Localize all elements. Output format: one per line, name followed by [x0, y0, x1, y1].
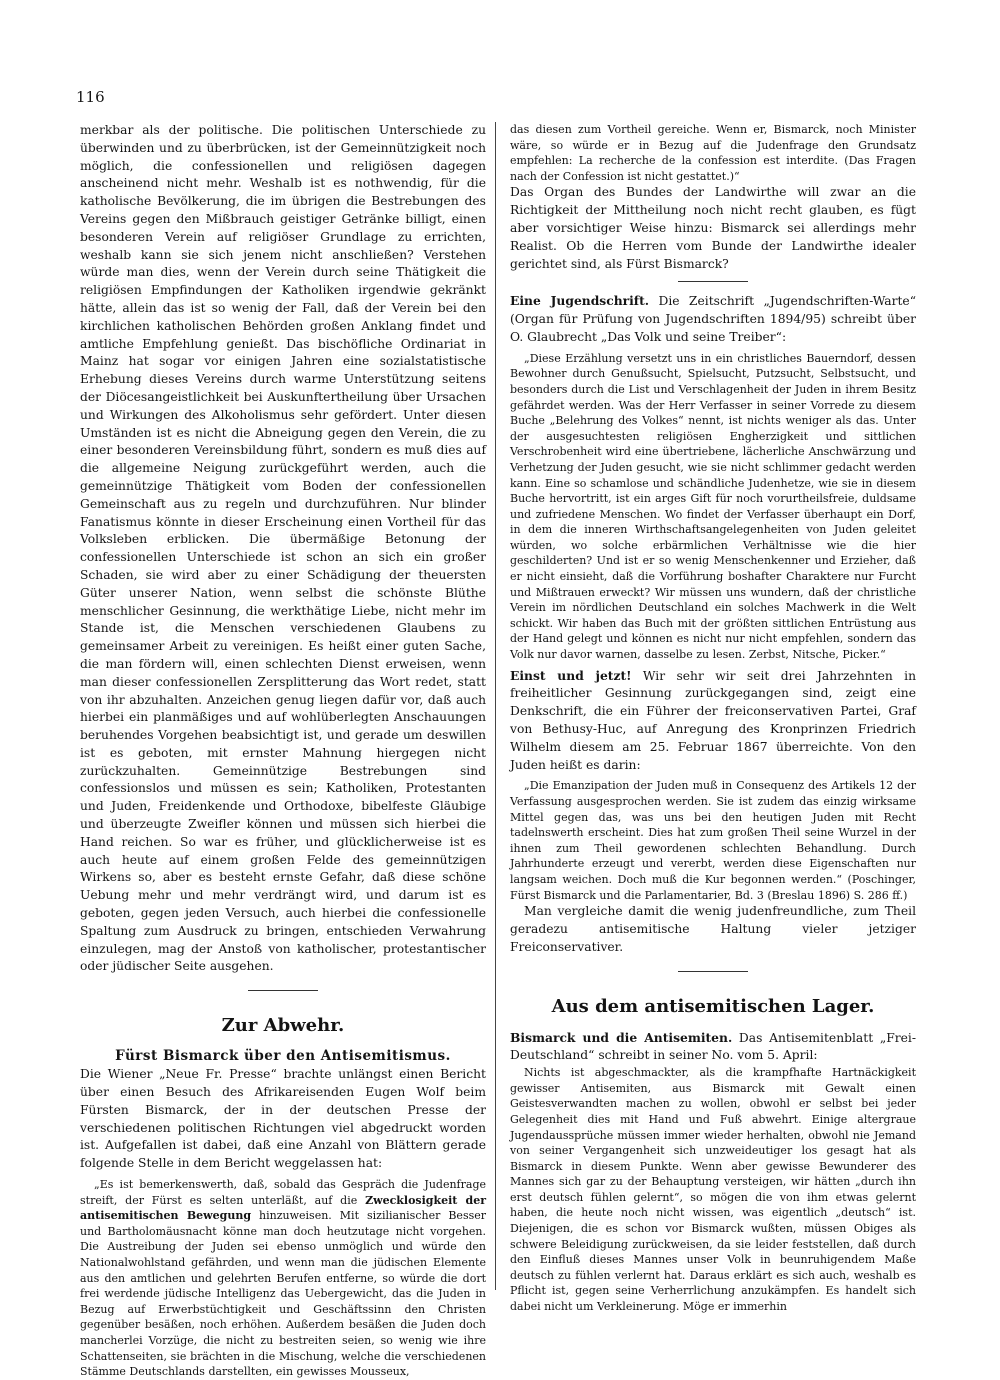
- quote-part: hinzuweisen. Mit sizilianischer Besser und Bartholomäusnacht könne man doch heutzutage nicht vorgehen. Die Austreibung der Juden sei ebenso unmöglich und würde den Nationalwohlstand gefährden, und wenn man die jüdischen Elemente aus den amtlichen und gelehrten Berufen entferne, so würde die dort frei werdende jüdische Intelligenz das Uebergewicht, das die Juden in Bezug auf Erwerbstüchtigkeit und Geschäftssinn den Christen gegenüber besäßen, noch erhöhen. Außerdem besäßen die Juden doch mancherlei Vorzüge, die nicht zu bestreiten seien, so wenig wie ihre Schattenseiten, sie brächten in die Mischung, welche die verschiedenen Stämme Deutschlands darstellten, ein gewisses Mousseux,: [80, 1209, 486, 1379]
- left-column: [80, 122, 486, 1380]
- quotation-continuation: das diesen zum Vortheil gereiche. Wenn er, Bismarck, noch Minister wäre, so würde er in Bezug auf die Judenfrage den Grundsatz empfehlen: La recherche de la confession est interdite. (Das Fragen nach der Confession ist nicht gestattet.)“: [510, 123, 916, 183]
- subheading-bismarck-antisemitismus: Fürst Bismarck über den Antisemitismus.: [115, 1048, 451, 1065]
- page-number: 116: [76, 88, 105, 106]
- quote-emphasis: Zwecklosigkeit der antisemitischen Bewegung: [80, 1193, 486, 1223]
- article-paragraph: Man vergleiche damit die wenig judenfreundliche, zum Theil geradezu antisemitische Haltung vieler jetziger Freiconservativer.: [510, 904, 916, 954]
- article-separator: [678, 971, 748, 972]
- article-paragraph: Das Organ des Bundes der Landwirthe will zwar an die Richtigkeit der Mittheilung noch nicht recht glauben, es fügt aber vorsichtiger Weise hinzu: Bismarck sei allerdings mehr Realist. Ob die Herren vom Bunde der Landwirthe idealer gerichtet sind, als Fürst Bismarck?: [510, 185, 916, 271]
- article-continuation: merkbar als der politische. Die politischen Unterschiede zu überwinden und zu überbrücken, ist der Gemeinnützigkeit noch möglich, die confessionellen und religiösen dagegen anscheinend nicht mehr. Weshalb ist es nothwendig, für die katholische Bevölkerung, die im übrigen die Bestrebungen des Vereins gegen den Mißbrauch geistiger Getränke billigt, einen besonderen Verein auf religiöser Grundlage zu errichten, weshalb kann sie sich jenem nicht anschließen? Verstehen würde man dies, wenn der Verein durch seine Thätigkeit die religiösen Empfindungen der Katholiken irgendwie gekränkt hätte, allein das ist so wenig der Fall, daß der Verein bei den kirchlichen katholischen Behörden großen Anklang findet und amtliche Empfehlung genießt. Das bischöfliche Ordinariat in Mainz hat sogar vor einigen Jahren eine sozialstatistische Erhebung dieses Vereins durch warme Unterstützung seitens der Diöcesangeistlichkeit bei Auskunftertheilung über Ursachen und Wirkungen des Alkoholismus sehr gefördert. Unter diesen Umständen ist es nicht die Abneigung gegen den Verein, die zu einer besonderen Vereinsbildung führt, sondern es muß dies auf die allgemeine Neigung zurückgeführt werden, auch die gemeinnützige Thätigkeit vom Boden der confessionellen Gemeinschaft aus zu regeln und durchzuführen. Nur blinder Fanatismus könnte in dieser Erscheinung einen Vortheil für das Volksleben erblicken. Die übermäßige Betonung der confessionellen Unterschiede ist schon an sich ein großer Schaden, sie wird aber zu einer Schädigung der theuersten Güter unserer Nation, wenn selbst die schönste Blüthe menschlicher Gesinnung, die werkthätige Liebe, nicht mehr im Stande ist, die Menschen verschiedenen Glaubens zu gemeinsamer Arbeit zu vereinigen. Es heißt einer guten Sache, die man fördern will, einen schlechten Dienst erweisen, wenn man dieser confessionellen Zersplitterung das Wort redet, statt von ihr abzuhalten. Anzeichen genug liegen dafür vor, daß auch hierbei ein planmäßiges und auf wohlüberlegten Anschauungen beruhendes Vorgehen beabsichtigt ist, und gerade um deswillen ist es geboten, mit ernster Mahnung hiergegen nicht zurückzuhalten. Gemeinnützige Bestrebungen sind confessionslos und müssen es sein; Katholiken, Protestanten und Juden, Freidenkende und Orthodoxe, bibelfeste Gläubige und überzeugte Zweifler können und müssen sich hierbei die Hand reichen. So war es früher, und glücklicherweise ist es auch heute auf einem großen Felde des gemeinnützigen Wirkens so, aber es besteht ernste Gefahr, daß diese schöne Uebung mehr und mehr verdrängt wird, und darum ist es geboten, gegen jeden Versuch, auch hierbei die confessionelle Spaltung zum Ausdruck zu bringen, entschieden Verwahrung einzulegen, mag der Anstoß von katholischer, protestantischer oder jüdischer Seite ausgehen.: [80, 123, 486, 974]
- article-heading: Eine Jugendschrift.: [510, 293, 650, 309]
- article-text: Das Antisemitenblatt „Frei-Deutschland“ schreibt in seiner No. vom 5. April:: [510, 1030, 916, 1063]
- column-divider: [495, 122, 496, 1290]
- section-title-zur-abwehr: Zur Abwehr.: [221, 1015, 345, 1037]
- article-separator: [678, 281, 748, 282]
- article-jugendschrift: [510, 292, 916, 346]
- article-paragraph: Die Wiener „Neue Fr. Presse“ brachte unlängst einen Bericht über einen Besuch des Afrikareisenden Eugen Wolf beim Fürsten Bismarck, der in der deutschen Presse der verschiedenen politischen Richtungen viel abgedruckt worden ist. Aufgefallen ist dabei, daß eine Anzahl von Blättern gerade folgende Stelle in dem Bericht weggelassen hat:: [80, 1067, 486, 1171]
- quotation-denkschrift: „Die Emanzipation der Juden muß in Consequenz des Artikels 12 der Verfassung ausgesprochen werden. Sie ist zudem das einzig wirksame Mittel gegen das, was uns bei den heutigen Juden mit Recht tadelnswerth erscheint. Dies hat zum großen Theil seine Wurzel in der ihnen zum Theil gewordenen schlechten Behandlung. Durch Jahrhunderte erzeugt und vererbt, werden diese Eigenschaften nur langsam weichen. Doch muß die Kur begonnen werden.“ (Poschinger, Fürst Bismarck und die Parlamentarier, Bd. 3 (Breslau 1896) S. 286 ff.): [510, 779, 916, 902]
- quotation-frei-deutschland: Nichts ist abgeschmackter, als die krampfhafte Hartnäckigkeit gewisser Antisemiten, aus Bismarck mit Gewalt einen Geistesverwandten machen zu wollen, obwohl er selbst bei jeder Gelegenheit dies mit Hand und Fuß abwehrt. Einige altergraue Jugendaussprüche müssen immer wieder herhalten, obwohl nie Jemand von seiner Vergangenheit sich unzweideutiger los gesagt hat als Bismarck in diesem Punkte. Wenn aber gewisse Bewunderer des Mannes sich gar zu der Behauptung versteigen, wir hätten „durch ihn erst deutsch fühlen gelernt“, so mögen die von ihm etwas gelernt haben, die heute noch nicht wissen, was eigentlich „deutsch“ ist. Diejenigen, die es schon vor Bismarck wußten, müssen Obiges als schwere Beleidigung zurückweisen, da sie leider feststellen, daß durch den Einfluß dieses Mannes unser Volk in beunruhigendem Maße deutsch zu fühlen verlernt hat. Daraus erklärt es sich auch, weshalb es Pflicht ist, gegen seine Verherrlichung anzukämpfen. Es handelt sich dabei nicht um Verkleinerung. Möge er immerhin: [510, 1066, 916, 1314]
- article-heading: Einst und jetzt!: [510, 667, 632, 683]
- quotation-bismarck: [80, 1177, 486, 1380]
- article-text: Die Zeitschrift „Jugendschriften-Warte“ (Organ für Prüfung von Jugendschriften 1894/95) schreibt über O. Glaubrecht „Das Volk und seine Treiber“:: [510, 294, 916, 344]
- article-separator: [248, 990, 318, 991]
- article-einst-und-jetzt: [510, 667, 916, 775]
- article-heading: Bismarck und die Antisemiten.: [510, 1029, 733, 1045]
- section-title-antisemitischen-lager: Aus dem antisemitischen Lager.: [551, 995, 875, 1017]
- article-bismarck-antisemiten: [510, 1029, 916, 1066]
- right-column: [510, 122, 916, 1315]
- quotation-review: „Diese Erzählung versetzt uns in ein christliches Bauerndorf, dessen Bewohner durch Genußsucht, Spielsucht, Putzsucht, Selbstsucht, und besonders durch die List und Verschlagenheit der Juden in ihrem Besitz gefährdet werden. Was der Herr Verfasser in seiner Vorrede zu diesem Buche „Belehrung des Volkes“ nennt, ist nichts weniger als das. Unter der ausgesuchtesten religiösen Engherzigkeit und sittlichen Verschrobenheit wird eine übertriebene, lächerliche Anschwärzung und Verhetzung der Juden gesucht, wie sie nicht schlimmer gedacht werden kann. Eine so schamlose und schändliche Judenhetze, wie sie in diesem Buche hervortritt, ist ein arges Gift für noch vorurtheilsfreie, duldsame und zufriedene Menschen. Wo findet der Verfasser überhaupt ein Dorf, in dem die inneren Wirthschaftsangelegenheiten von Juden geleitet würden, wo solche erbärmlichen Verhältnisse wie die hier geschilderten? Und ist er so wenig Menschenkenner und Erzieher, daß er nicht einsieht, daß die Vorführung boshafter Charaktere nur Furcht und Mißtrauen erweckt? Wir müssen uns wundern, daß der christliche Verein im nördlichen Deutschland ein solches Machwerk in die Welt schickt. Wir haben das Buch mit der größten sittlichen Entrüstung aus der Hand gelegt und können es nicht nur nicht empfehlen, sondern das Volk nur davor warnen, dasselbe zu lesen. Zerbst, Nitsche, Picker.“: [510, 351, 916, 662]
- quote-part: „Es ist bemerkenswerth, daß, sobald das Gespräch die Judenfrage streift, der Fürst es selten unterläßt, auf die: [80, 1178, 486, 1207]
- article-text: Wir sehr wir seit drei Jahrzehnten in freiheitlicher Gesinnung zurückgegangen sind, zeigt eine Denkschrift, die ein Führer der freiconservativen Partei, Graf von Bethusy-Huc, auf Anregung des Kronprinzen Friedrich Wilhelm diesem am 25. Februar 1867 überreichte. Von den Juden heißt es darin:: [510, 668, 916, 772]
